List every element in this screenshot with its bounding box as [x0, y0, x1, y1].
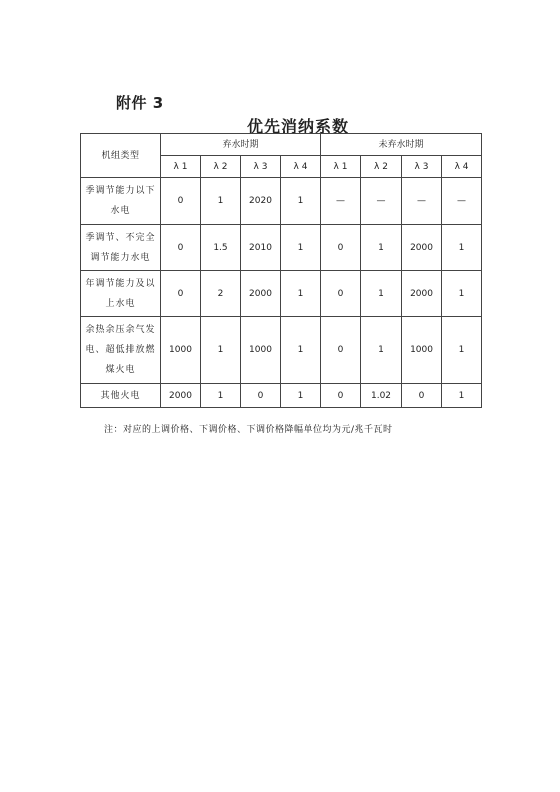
- value-cell: 2000: [402, 225, 442, 271]
- unit-type-header: 机组类型: [81, 134, 161, 178]
- value-cell: —: [442, 178, 482, 225]
- value-cell: 1: [281, 384, 321, 408]
- table-row: [81, 317, 482, 384]
- value-cell: 1: [201, 384, 241, 408]
- value-cell: 1.02: [361, 384, 402, 408]
- lambda-header: λ 4: [442, 156, 482, 178]
- value-cell: 1: [442, 317, 482, 384]
- value-cell: 1000: [241, 317, 281, 384]
- footnote: 注：对应的上调价格、下调价格、下调价格降幅单位均为元/兆千瓦时: [104, 425, 393, 435]
- lambda-header: λ 3: [241, 156, 281, 178]
- value-cell: 2000: [402, 271, 442, 317]
- attachment-label: 附件 3: [116, 94, 164, 112]
- unit-type-cell: 季调节、不完全调节能力水电: [81, 225, 161, 271]
- lambda-header: λ 1: [321, 156, 361, 178]
- value-cell: —: [361, 178, 402, 225]
- value-cell: 2: [201, 271, 241, 317]
- value-cell: 1: [442, 225, 482, 271]
- table-row: [81, 225, 482, 271]
- unit-type-cell: 季调节能力以下水电: [81, 178, 161, 225]
- value-cell: 0: [321, 384, 361, 408]
- lambda-header: λ 2: [361, 156, 402, 178]
- lambda-header: λ 4: [281, 156, 321, 178]
- value-cell: 1: [442, 384, 482, 408]
- unit-type-cell: 年调节能力及以上水电: [81, 271, 161, 317]
- unit-type-cell: 其他火电: [81, 384, 161, 408]
- value-cell: 1: [201, 317, 241, 384]
- value-cell: 2020: [241, 178, 281, 225]
- value-cell: 1: [361, 225, 402, 271]
- table-row: [81, 384, 482, 408]
- priority-coefficient-table: [80, 133, 482, 408]
- value-cell: 2000: [161, 384, 201, 408]
- value-cell: 0: [161, 271, 201, 317]
- value-cell: 0: [321, 225, 361, 271]
- value-cell: 1000: [161, 317, 201, 384]
- table-row: [81, 271, 482, 317]
- group-header-row: [81, 134, 482, 156]
- value-cell: 2000: [241, 271, 281, 317]
- value-cell: 1: [442, 271, 482, 317]
- value-cell: 1: [361, 271, 402, 317]
- value-cell: 0: [321, 317, 361, 384]
- lambda-header: λ 2: [201, 156, 241, 178]
- unit-type-cell: 余热余压余气发电、超低排放燃煤火电: [81, 317, 161, 384]
- value-cell: —: [402, 178, 442, 225]
- value-cell: —: [321, 178, 361, 225]
- value-cell: 1: [201, 178, 241, 225]
- value-cell: 1.5: [201, 225, 241, 271]
- value-cell: 1: [281, 225, 321, 271]
- value-cell: 1: [281, 317, 321, 384]
- value-cell: 0: [402, 384, 442, 408]
- value-cell: 0: [321, 271, 361, 317]
- group-header-spill-period: 弃水时期: [161, 134, 321, 156]
- value-cell: 0: [161, 225, 201, 271]
- value-cell: 0: [161, 178, 201, 225]
- value-cell: 2010: [241, 225, 281, 271]
- lambda-header: λ 3: [402, 156, 442, 178]
- lambda-header: λ 1: [161, 156, 201, 178]
- value-cell: 1: [281, 178, 321, 225]
- table-row: [81, 178, 482, 225]
- document-title: 优先消纳系数: [246, 117, 349, 136]
- value-cell: 0: [241, 384, 281, 408]
- value-cell: 1: [361, 317, 402, 384]
- value-cell: 1: [281, 271, 321, 317]
- value-cell: 1000: [402, 317, 442, 384]
- group-header-non-spill-period: 未弃水时期: [321, 134, 482, 156]
